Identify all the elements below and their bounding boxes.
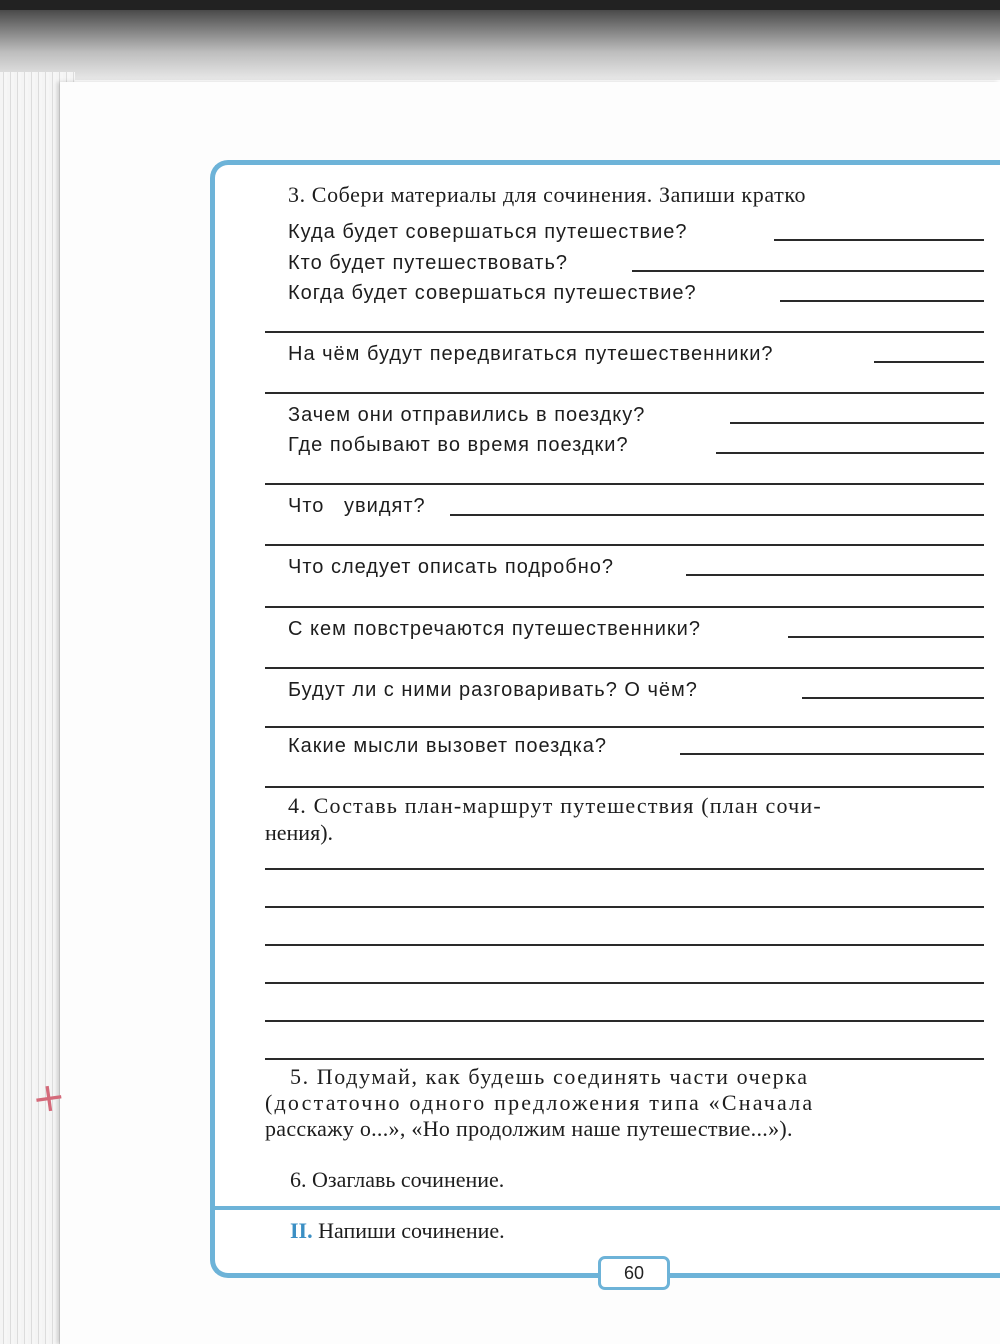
answer-line[interactable]: [265, 544, 984, 546]
answer-line[interactable]: [265, 786, 984, 788]
answer-line[interactable]: [265, 331, 984, 333]
task6-text: 6. Озаглавь сочинение.: [290, 1167, 505, 1192]
question-when: Когда будет совершаться путешествие?: [288, 282, 697, 304]
section-2-heading: [290, 1218, 505, 1244]
answer-line[interactable]: [265, 726, 984, 728]
section-2-text: Напиши сочинение.: [318, 1218, 505, 1243]
answer-line[interactable]: [265, 1058, 984, 1060]
answer-line[interactable]: [265, 392, 984, 394]
answer-line[interactable]: [874, 361, 984, 363]
answer-line[interactable]: [265, 1020, 984, 1022]
margin-mark: +: [28, 1072, 69, 1124]
question-meet: С кем повстречаются путешественники?: [288, 618, 701, 640]
task5-line3: расскажу о...», «Но продолжим наше путешествие...»).: [265, 1116, 793, 1141]
scan-top-edge: [0, 0, 1000, 10]
frame-divider: [215, 1206, 1000, 1210]
question-places: Где побывают во время поездки?: [288, 434, 629, 456]
task5-line2: (достаточно одного предложения типа «Сначала: [265, 1090, 815, 1115]
answer-line[interactable]: [686, 574, 984, 576]
answer-line[interactable]: [265, 667, 984, 669]
scan-shadow: [0, 10, 1000, 80]
answer-line[interactable]: [802, 697, 984, 699]
answer-line[interactable]: [265, 982, 984, 984]
answer-line[interactable]: [632, 270, 984, 272]
section-2-roman: II.: [290, 1218, 313, 1243]
task4-heading-cont: нения).: [265, 820, 334, 845]
answer-line[interactable]: [774, 239, 984, 241]
answer-line[interactable]: [716, 452, 984, 454]
answer-line[interactable]: [265, 906, 984, 908]
question-see: Что увидят?: [288, 495, 426, 517]
answer-line[interactable]: [450, 514, 984, 516]
answer-line[interactable]: [780, 300, 984, 302]
question-describe: Что следует описать подробно?: [288, 556, 615, 578]
task4-heading: 4. Составь план-маршрут путешествия (план сочи-: [288, 793, 822, 818]
question-who: Кто будет путешествовать?: [288, 252, 568, 274]
question-why: Зачем они отправились в поездку?: [288, 404, 646, 426]
task3-heading: 3. Собери материалы для сочинения. Запиши кратко: [288, 182, 807, 207]
question-transport: На чём будут передвигаться путешественники?: [288, 343, 774, 365]
answer-line[interactable]: [265, 483, 984, 485]
answer-line[interactable]: [265, 606, 984, 608]
answer-line[interactable]: [265, 868, 984, 870]
question-talk: Будут ли с ними разговаривать? О чём?: [288, 679, 698, 701]
answer-line[interactable]: [788, 636, 984, 638]
answer-line[interactable]: [730, 422, 984, 424]
answer-line[interactable]: [265, 944, 984, 946]
question-thoughts: Какие мысли вызовет поездка?: [288, 735, 608, 757]
question-where: Куда будет совершаться путешествие?: [288, 221, 688, 243]
task5-line1: 5. Подумай, как будешь соединять части очерка: [290, 1064, 809, 1089]
answer-line[interactable]: [680, 753, 984, 755]
page-number: 60: [598, 1256, 670, 1290]
